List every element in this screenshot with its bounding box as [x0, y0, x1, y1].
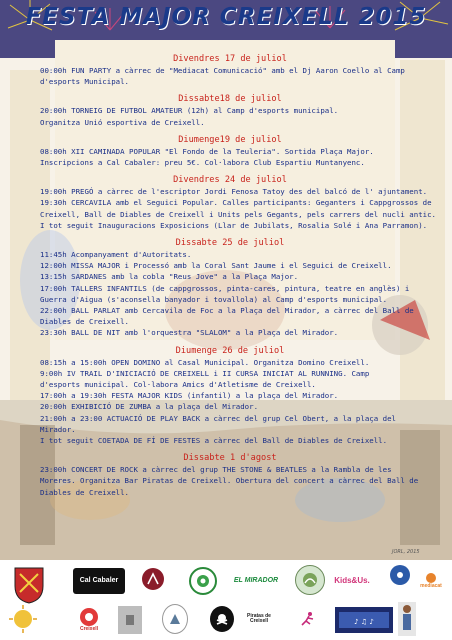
- cal-cabaler-logo: Cal Cabaler: [73, 568, 125, 594]
- event-line: 23:00h CONCERT DE ROCK a càrrec del grup THE STONE & BEATLES a la Rambla de les: [40, 465, 392, 475]
- event-line: d'esports municipal. Col·labora Amics d'Atletisme de Creixell.: [40, 380, 316, 390]
- day-heading: Dissabte18 de juliol: [178, 94, 282, 105]
- event-line: 19:30h CERCAVILA amb el Seguici Popular. Calles participants: Geganters i Cappgrossos de: [40, 198, 432, 208]
- festival-program: [40, 53, 437, 502]
- sun-drawing-logo: [6, 602, 40, 636]
- day-heading: Divendres 24 de juliol: [173, 175, 287, 186]
- piratas-de-creixell-logo: Piratas de Creixell: [247, 612, 271, 624]
- event-line: 12:00h MISSA MAJOR i Processó amb la Coral Sant Jaume i el Seguici de Creixell.: [40, 261, 392, 271]
- section-spacer: [40, 128, 420, 132]
- day-heading: Divendres 17 de juliol: [173, 54, 287, 64]
- red-circle-logo: [142, 568, 164, 590]
- round-green-logo: [295, 565, 325, 595]
- event-line: 11:45h Acompanyament d'Autoritats.: [40, 250, 192, 260]
- event-line: Inscripcions a Cal Cabaler: preu 5€. Col·labora Club Espartiu Muntanyenc.: [40, 158, 365, 168]
- section-spacer: [40, 446, 420, 450]
- event-line: 20:00h TORNEIG DE FUTBOL AMATEUR (12h) al Camp d'esports municipal.: [40, 106, 339, 116]
- event-line: Creixell, Ball de Diables de Creixell i Units pels Gegants, pels carrers del nucli antic.: [40, 209, 437, 219]
- runner-logo: [298, 610, 318, 628]
- section-spacer: [40, 339, 420, 343]
- event-line: 19:00h PREGÓ a càrrec de l'escriptor Jordi Fenosa Tatoy des del balcó de l' ajuntament.: [40, 187, 428, 197]
- day-heading: Dissabte 25 de juliol: [175, 238, 285, 249]
- band-concert-logo: [335, 607, 393, 633]
- event-line: Mirador.: [40, 424, 76, 434]
- event-line: 20:00h EXHIBICIÓ DE ZUMBA a la plaça del Mirador.: [40, 402, 259, 412]
- skull-pirate-logo: [210, 606, 234, 632]
- sponsor-logo-strip: [0, 560, 452, 640]
- event-line: 08:00h XII CAMINADA POPULAR "El Fondo de la Teuleria". Sortida Plaça Major.: [40, 146, 374, 156]
- event-line: d'esports Municipal.: [40, 77, 129, 87]
- section-spacer: [40, 231, 420, 235]
- event-line: Moreres. Organitza Bar Piratas de Creixell. Obertura del concert a càrrec del Ball de: [40, 476, 419, 486]
- event-line: 22:00h BALL PARLAT amb Cercavila de Foc a la Plaça del Mirador, a càrrec del Ball de: [40, 306, 414, 316]
- town-coat-of-arms-logo: [12, 564, 46, 604]
- poster-title: FESTA MAJOR CREIXELL 2015: [25, 4, 427, 30]
- event-line: 00:00h FUN PARTY a càrrec de "Mediacat Comunicació" amb el Dj Aaron Coello al Camp: [40, 66, 405, 75]
- event-line: Guerra d'Aigua (s'aconsella banyador i tovallola) al Camp d'esports municipal.: [40, 294, 388, 304]
- event-line: 08:15h a 15:00h OPEN DOMINO al Casal Municipal. Organitza Domino Creixell.: [40, 357, 370, 367]
- event-line: Organitza Unió esportiva de Creixell.: [40, 117, 205, 127]
- event-line: 13:15h SARDANES amb la cobla "Reus Jove" a la Plaça Major.: [40, 272, 299, 282]
- football-club-logo: [189, 567, 217, 595]
- event-line: 23:30h BALL DE NIT amb l'orquestra "SLALOM" a la Plaça del Mirador.: [40, 328, 339, 338]
- mediacat-logo: mediacat: [414, 568, 448, 594]
- creixell-logo: Creixell: [70, 604, 108, 636]
- section-spacer: [40, 87, 420, 91]
- section-spacer: [40, 498, 420, 502]
- figure-drawing-logo: [398, 602, 416, 636]
- day-heading: Dissabte 1 d'agost: [183, 453, 277, 464]
- event-line: Diables de Creixell.: [40, 317, 129, 327]
- blue-round-logo: [390, 565, 410, 585]
- kids-and-us-logo: Kids&Us.: [334, 575, 370, 585]
- day-heading: Diumenge19 de juliol: [178, 134, 282, 145]
- event-line: I tot seguit COETADA DE FÍ DE FESTES a càrrec del Ball de Diables de Creixell.: [40, 436, 388, 446]
- event-line: 17:00h TALLERS INFANTILS (de cappgrossos, pinta-cares, pintura, teatre en anglès) i: [40, 283, 410, 293]
- event-line: 9:00h IV TRAIL D'INICIACIÓ DE CREIXELL i II CURSA INICIAT AL RUNNING. Camp: [40, 368, 370, 378]
- event-line: 17:00h a 19:30h FESTA MAJOR KIDS (infantil) a la plaça del Mirador.: [40, 391, 339, 401]
- illustrator-credit: JORL, 2015: [392, 549, 420, 555]
- event-line: Diables de Creixell.: [40, 487, 129, 497]
- white-emblem-logo: [162, 604, 188, 634]
- event-line: I tot seguit Inauguracions Exposicions (Llar de Jubilats, Rosalia Solé i Ana Parramon).: [40, 220, 428, 230]
- grey-emblem-logo: [118, 606, 142, 634]
- el-mirador-logo: EL MIRADOR: [233, 577, 279, 585]
- section-spacer: [40, 168, 420, 172]
- event-line: 21:00h a 23:00 ACTUACIÓ DE PLAY BACK a càrrec del grup Cel Obert, a la plaça del: [40, 413, 396, 423]
- svg-text:♪ ♫ ♪: ♪ ♫ ♪: [354, 618, 374, 626]
- day-heading: Diumenge 26 de juliol: [175, 345, 285, 356]
